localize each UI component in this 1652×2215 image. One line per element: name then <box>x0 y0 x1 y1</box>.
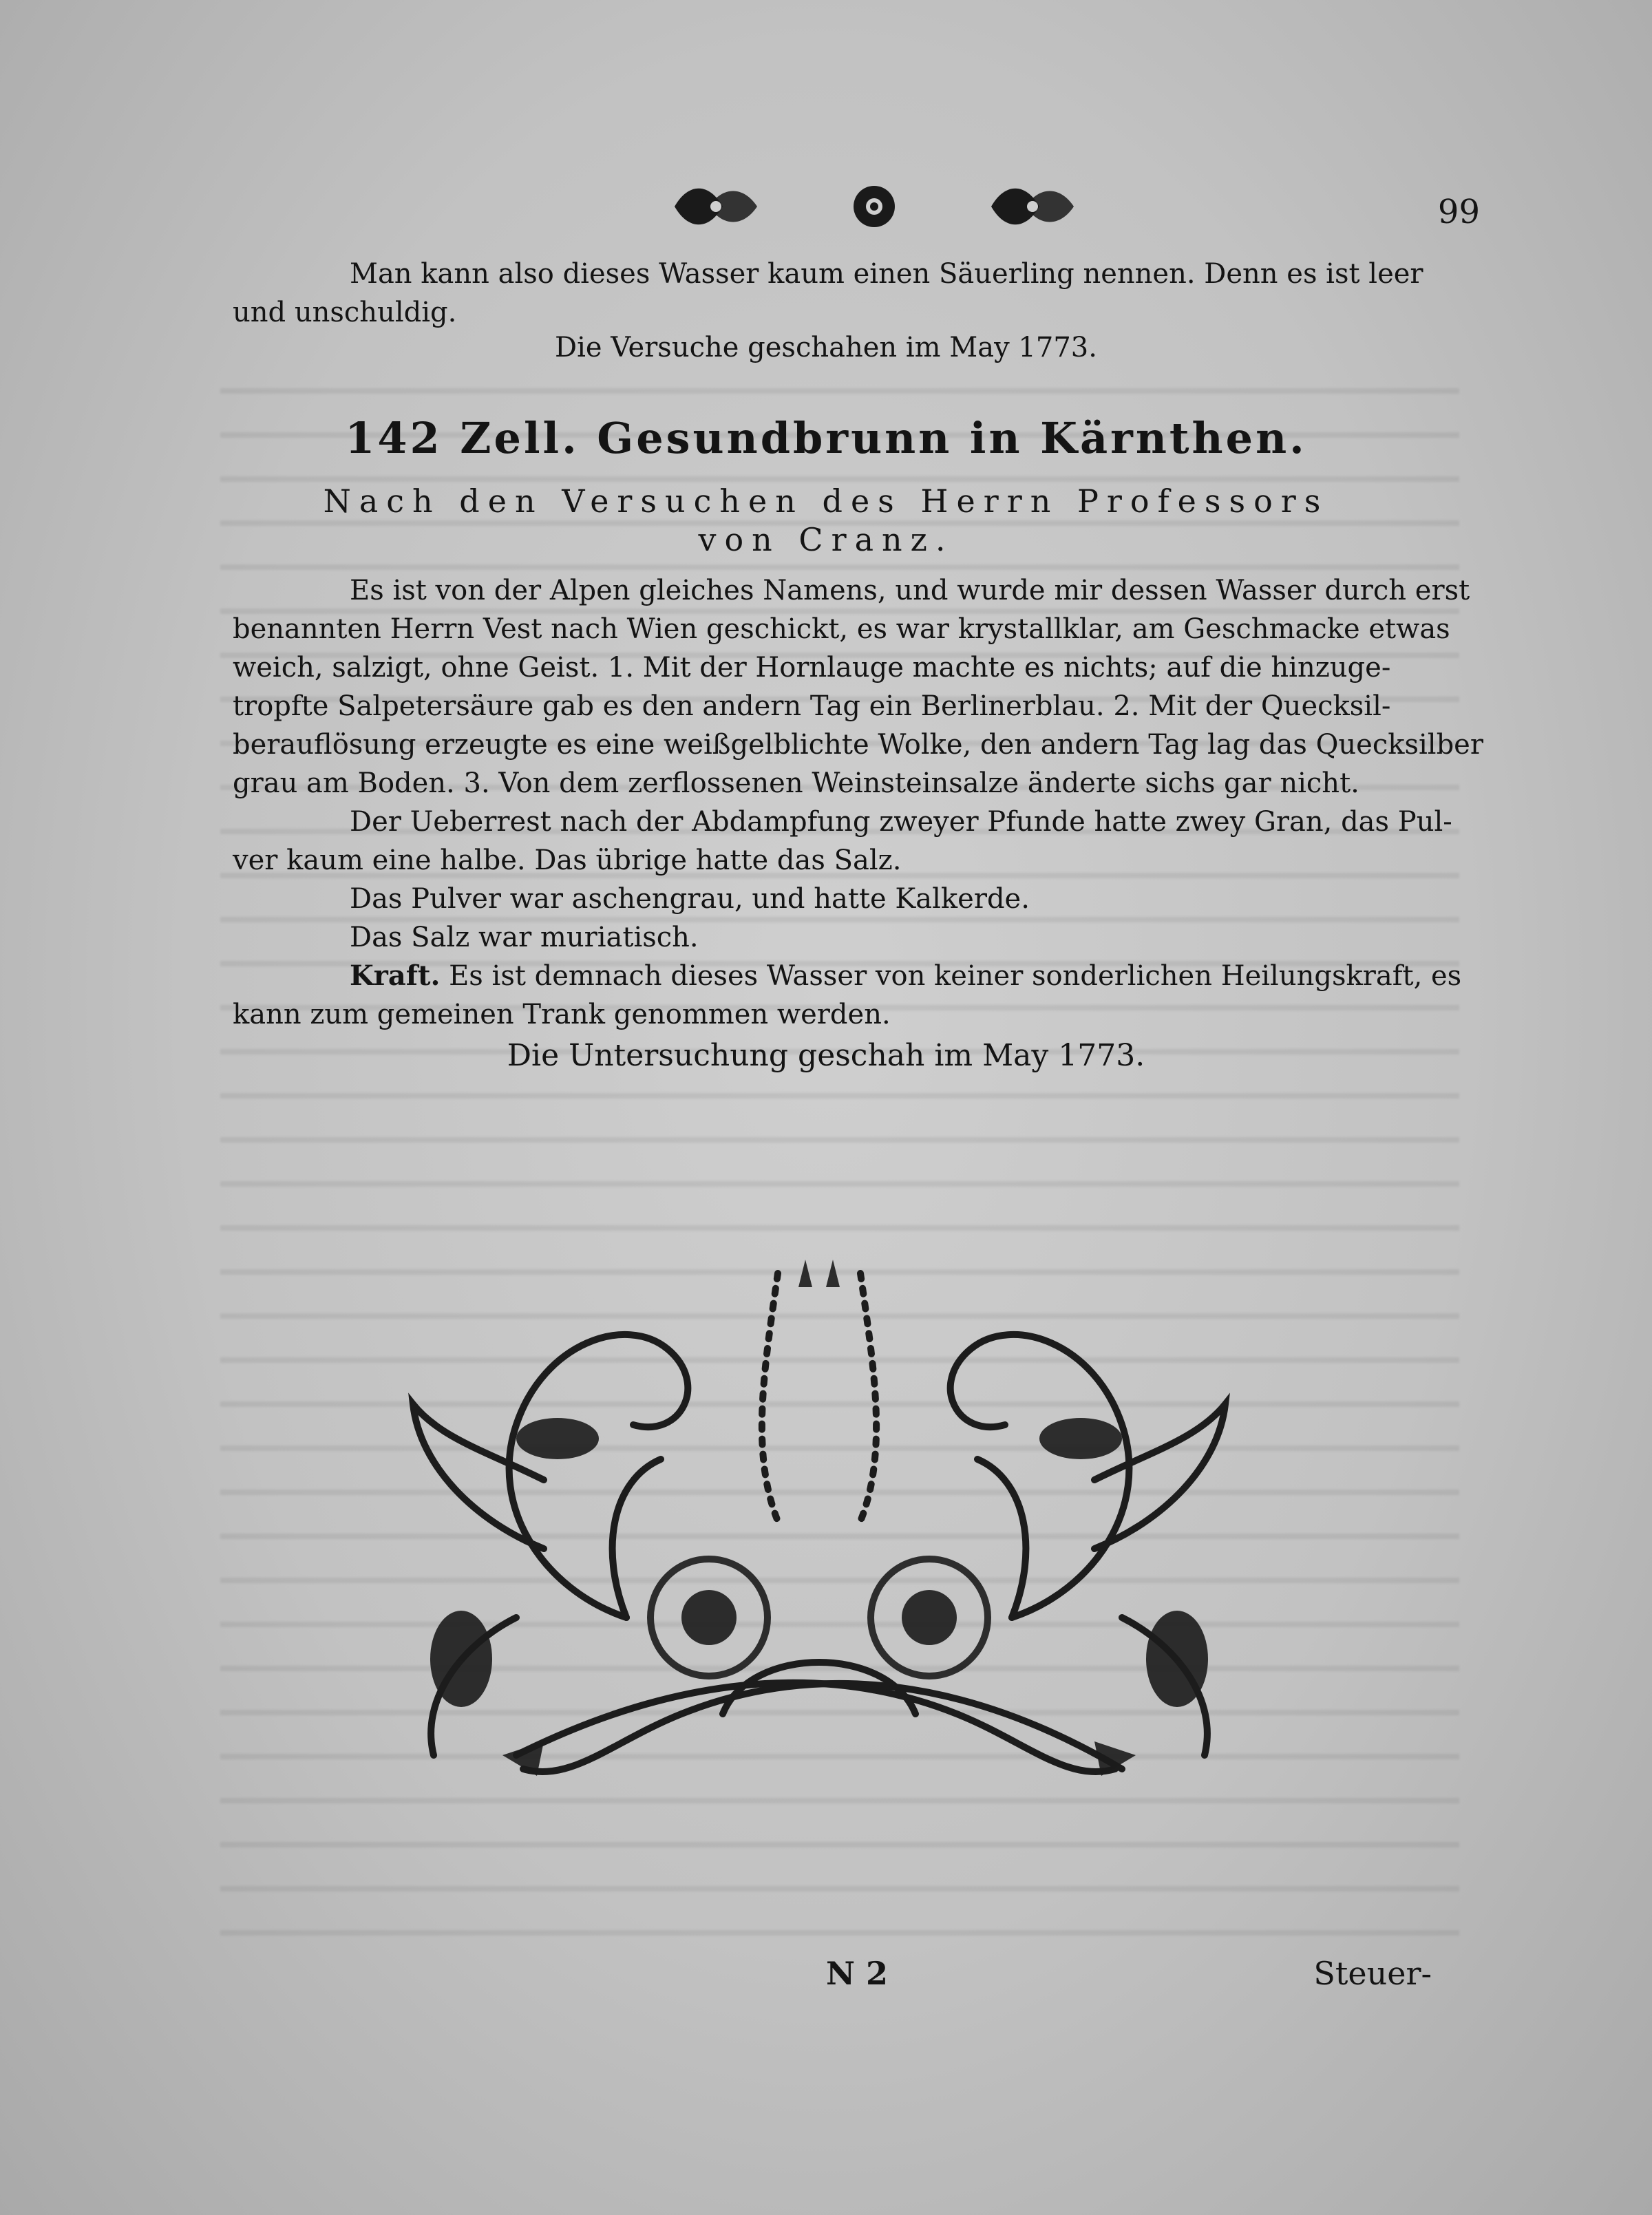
text-line: berauflösung erzeugte es eine weißgelblichte Wolke, den andern Tag lag das Quecksilber <box>233 729 1483 761</box>
section-subheading <box>0 482 1652 559</box>
text-line: grau am Boden. 3. Von dem zerflossenen Weinsteinsalze änderte sichs gar nicht. <box>233 767 1359 799</box>
fleuron-left <box>675 189 757 225</box>
text-line: und unschuldig. <box>233 297 457 328</box>
text-line: Das Pulver war aschengrau, und hatte Kalkerde. <box>350 883 1030 915</box>
fleuron-right <box>991 189 1074 225</box>
examination-date-line: Die Untersuchung geschah im May 1773. <box>507 1038 1145 1073</box>
body-text <box>233 571 1482 1034</box>
text-line: Der Ueberrest nach der Abdampfung zweyer Pfunde hatte zwey Gran, das Pul- <box>350 806 1452 838</box>
text-line: kann zum gemeinen Trank genommen werden. <box>233 999 891 1030</box>
text-line: Man kann also dieses Wasser kaum einen Säuerling nennen. Denn es ist leer <box>350 258 1423 290</box>
text-line: weich, salzigt, ohne Geist. 1. Mit der Hornlauge machte es nichts; auf die hinzuge- <box>233 652 1391 683</box>
kraft-text: Es ist demnach dieses Wasser von keiner sonderlichen Heilungskraft, es <box>449 960 1462 992</box>
woodcut-vignette <box>337 1232 1301 1824</box>
catchword: Steuer- <box>1313 1955 1432 1992</box>
page-number: 99 <box>1437 193 1480 231</box>
text-line <box>233 957 1482 995</box>
text-line: tropfte Salpetersäure gab es den andern Tag ein Berlinerblau. 2. Mit der Quecksil- <box>233 690 1391 722</box>
header-fleuron-ornament <box>661 176 1088 237</box>
kraft-label: Kraft. <box>350 960 441 992</box>
subheading-line-1: Nach den Versuchen des Herrn Professors <box>323 483 1329 520</box>
rosette-center <box>854 186 895 227</box>
text-line: ver kaum eine halbe. Das übrige hatte das Salz. <box>233 845 902 876</box>
section-heading: 142 Zell. Gesundbrunn in Kärnthen. <box>345 413 1307 463</box>
text-line: benannten Herrn Vest nach Wien geschickt, es war krystallklar, am Geschmacke etwas <box>233 613 1450 645</box>
subheading-line-2: von Cranz. <box>698 521 954 558</box>
text-line: Es ist von der Alpen gleiches Namens, und wurde mir dessen Wasser durch erst <box>350 575 1470 606</box>
signature-mark: N 2 <box>826 1955 889 1992</box>
text-line: Das Salz war muriatisch. <box>350 922 699 953</box>
continuation-paragraph <box>233 255 1482 332</box>
experiment-date-line: Die Versuche geschahen im May 1773. <box>555 332 1097 363</box>
